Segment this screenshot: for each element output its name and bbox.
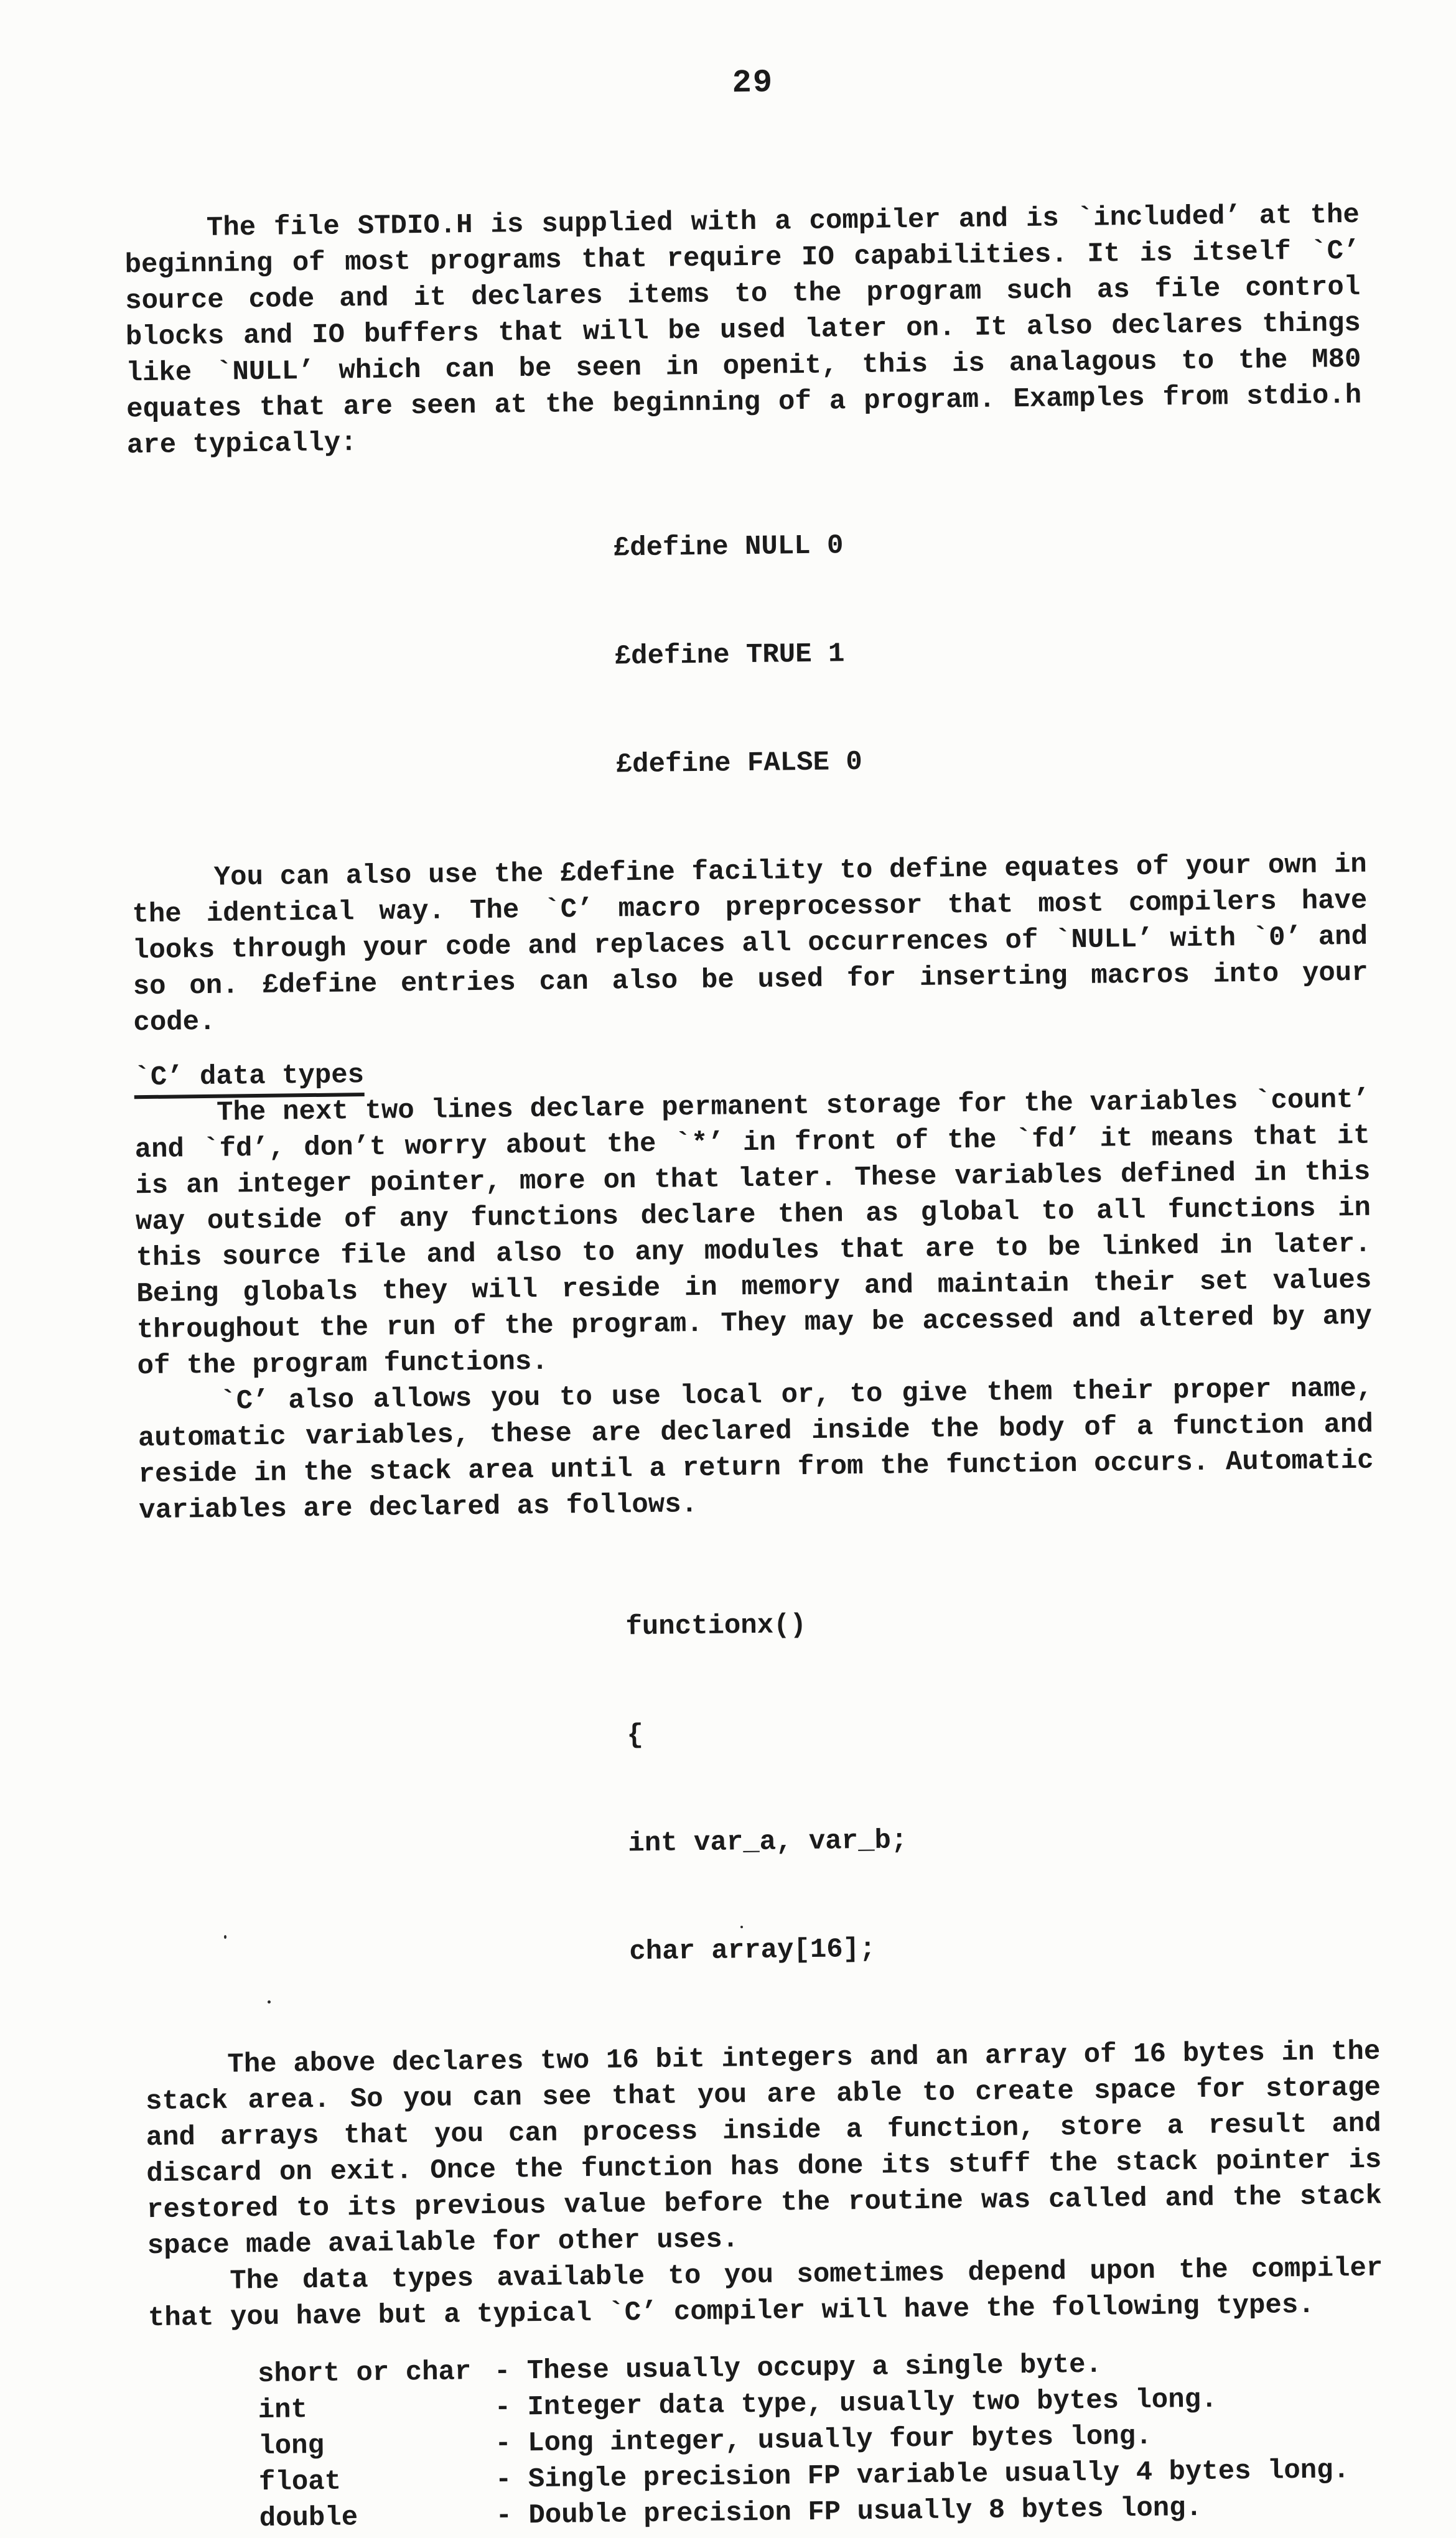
- code-block-defines: [612, 450, 1366, 856]
- type-keyword: int: [258, 2394, 308, 2427]
- type-keyword: float: [258, 2466, 342, 2499]
- scan-speck: [740, 1926, 743, 1928]
- paragraph-globals: The next two lines declare permanent storage for the variables `count’ and `fd’, don’t worry about the `*’ in front of the `fd’ it means that it is an integer pointer, more on that later. These variables defined in this way outside of any functions declare then as global to all functions in this source file and also to any modules that are to be linked in later. Being globals they will reside in memory and maintain their set values throughout the run of the program. They may be accessed and altered by any of the program functions.: [134, 1084, 1373, 1383]
- page-content: [123, 58, 1386, 2538]
- type-description: - Double precision FP usually 8 bytes long.: [495, 2492, 1203, 2532]
- code-line-functionx: functionx(): [625, 1610, 807, 1643]
- code-line-define-false: £define FALSE 0: [615, 746, 863, 781]
- code-line-int-vars: int var_a, var_b;: [628, 1825, 908, 1860]
- code-line-char-array: char array[16];: [629, 1933, 876, 1968]
- type-description: - Single precision FP variable usually 4 bytes long.: [495, 2455, 1350, 2496]
- paragraph-automatic-variables: `C’ also allows you to use local or, to give them their proper name, automatic variables, these are declared inside the body of a function and reside in the stack area until a return from the function occurs. Automatic variables are declared as follows.: [138, 1373, 1374, 1527]
- code-line-define-true: £define TRUE 1: [614, 638, 845, 673]
- type-description: - Integer data type, usually two bytes long.: [494, 2384, 1218, 2424]
- type-keyword: long: [258, 2430, 325, 2463]
- paragraph-types-intro: The data types available to you sometimes depend upon the compiler that you have but a typical `C’ compiler will have the following types.: [147, 2252, 1383, 2335]
- type-description: - These usually occupy a single byte.: [493, 2349, 1103, 2387]
- scan-speck: [268, 2000, 271, 2004]
- type-keyword: short or char: [257, 2356, 472, 2391]
- page-number: 29: [732, 64, 774, 102]
- type-description: - Long integer, usually four bytes long.: [495, 2420, 1152, 2460]
- paragraph-stdio-intro: The file STDIO.H is supplied with a compiler and is `included’ at the beginning of most programs that require IO capabilities. It is itself `C’ source code and it declares items to the program such as file control blocks and IO buffers that will be used later on. It also declares things like `NULL’ which can be seen in openit, this is analagous to the M80 equates that are seen at the beginning of a program. Examples from stdio.h are typically:: [124, 199, 1362, 462]
- type-keyword: double: [259, 2502, 358, 2535]
- paragraph-define-facility: You can also use the £define facility to define equates of your own in the identical way. The `C’ macro preprocessor that most compilers have looks through your code and replaces all occurrences of `NULL’ with `0’ and so on. £define entries can also be used for inserting macros into your code.: [132, 849, 1368, 1039]
- data-types-list: [258, 2344, 1386, 2537]
- code-line-define-null: £define NULL 0: [613, 530, 844, 564]
- code-block-functionx: [625, 1529, 1380, 2043]
- code-line-open-brace: {: [627, 1720, 644, 1752]
- section-heading-c-data-types: `C’ data types: [134, 1060, 364, 1099]
- scan-speck: [224, 1935, 226, 1939]
- paragraph-stack-area: The above declares two 16 bit integers and an array of 16 bytes in the stack area. So you can see that you are able to create space for storage and arrays that you can process inside a function, store a result and discard on exit. Once the function has done its stuff the stack pointer is restored to its previous value before the routine was called and the stack space made available for other uses.: [145, 2036, 1383, 2262]
